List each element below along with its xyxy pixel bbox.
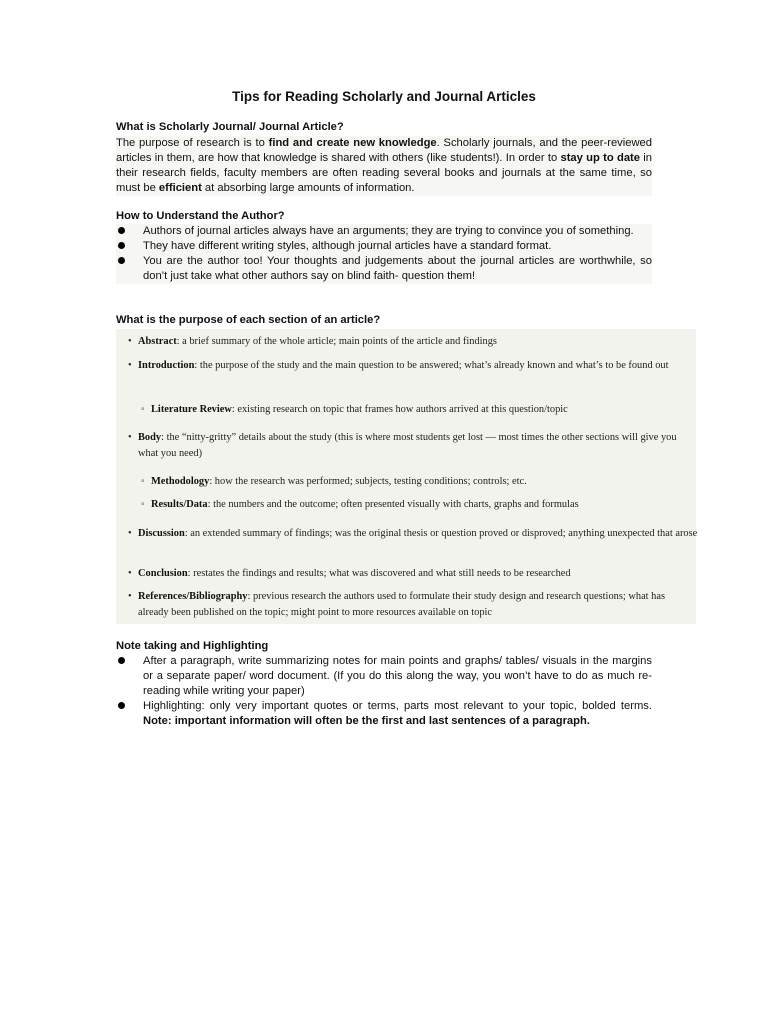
list-item: Authors of journal articles always have an arguments; they are trying to convince you of something. (116, 224, 652, 239)
section-description: : the purpose of the study and the main question to be answered; what’s already known and what’s to be found out (194, 360, 669, 371)
list-item: You are the author too! Your thoughts and judgements about the journal articles are worthwhile, so don’t just take what other authors say on blind faith- question them! (116, 254, 652, 284)
paragraph-text: The purpose of research is to (116, 137, 269, 149)
paragraph-text: at absorbing large amounts of information. (201, 182, 415, 194)
section-term: Body (138, 432, 162, 443)
author-bullet-list (116, 224, 652, 284)
article-sections-panel (116, 329, 696, 624)
section-description: : the numbers and the outcome; often presented visually with charts, graphs and formulas (207, 499, 579, 510)
section-term: Results/Data (151, 499, 208, 510)
list-item (141, 402, 691, 418)
document-title: Tips for Reading Scholarly and Journal Articles (232, 89, 536, 104)
list-item (128, 526, 698, 542)
section-term: Methodology (151, 476, 210, 487)
bold-phrase: find and create new knowledge (268, 137, 437, 149)
bold-phrase: stay up to date (560, 152, 640, 164)
section-heading-understand-author: How to Understand the Author? (116, 210, 285, 222)
section-heading-note-taking: Note taking and Highlighting (116, 640, 269, 652)
section-paragraph-scholarly-journal (116, 136, 652, 196)
section-description: : how the research was performed; subjects, testing conditions; controls; etc. (209, 476, 527, 487)
list-item (128, 589, 698, 621)
section-heading-article-sections: What is the purpose of each section of an article? (116, 314, 381, 326)
list-item (116, 699, 652, 729)
list-item (128, 430, 698, 462)
list-item (141, 497, 691, 513)
list-item (141, 474, 691, 490)
section-term: Literature Review (151, 404, 232, 415)
list-item-text: Highlighting: only very important quotes or terms, parts most relevant to your topic, bolded terms. (143, 700, 652, 712)
list-item (128, 566, 698, 582)
paragraph-text: in their research fields, faculty members are often reading several books and journals at the same time, so must be (116, 152, 653, 194)
bold-phrase: efficient (158, 182, 202, 194)
section-description: : existing research on topic that frames how authors arrived at this question/topic (231, 404, 568, 415)
list-item: They have different writing styles, although journal articles have a standard format. (116, 239, 652, 254)
section-term: Conclusion (138, 568, 188, 579)
section-description: : the “nitty-gritty” details about the study (this is where most students get lost — most times the other sections will give you what you need) (138, 432, 677, 459)
section-description: : previous research the authors used to formulate their study design and research questions; what has already been published on the topic; might point to more resources available on topic (138, 591, 666, 618)
bold-note: Note: important information will often be the first and last sentences of a paragraph. (143, 715, 590, 727)
paragraph-text: . Scholarly journals, and the peer-reviewed articles in them, are how that knowledge is shared with others (like students!). In order to (116, 137, 652, 164)
section-term: Discussion (138, 528, 185, 539)
section-description: : an extended summary of findings; was the original thesis or question proved or disproved; anything unexpected that arose (184, 528, 698, 539)
section-term: Introduction (138, 360, 195, 371)
note-taking-bullet-list (116, 654, 652, 729)
list-item (128, 334, 698, 350)
list-item: After a paragraph, write summarizing notes for main points and graphs/ tables/ visuals in the margins or a separate paper/ word document. (If you do this along the way, you won’t have to do as much re-reading while writing your paper) (116, 654, 652, 699)
section-term: References/Bibliography (138, 591, 248, 602)
section-description: : restates the findings and results; what was discovered and what still needs to be researched (187, 568, 571, 579)
section-description: : a brief summary of the whole article; main points of the article and findings (176, 336, 497, 347)
section-term: Abstract (138, 336, 177, 347)
list-item (128, 358, 698, 374)
section-heading-scholarly-journal: What is Scholarly Journal/ Journal Article? (116, 121, 344, 133)
